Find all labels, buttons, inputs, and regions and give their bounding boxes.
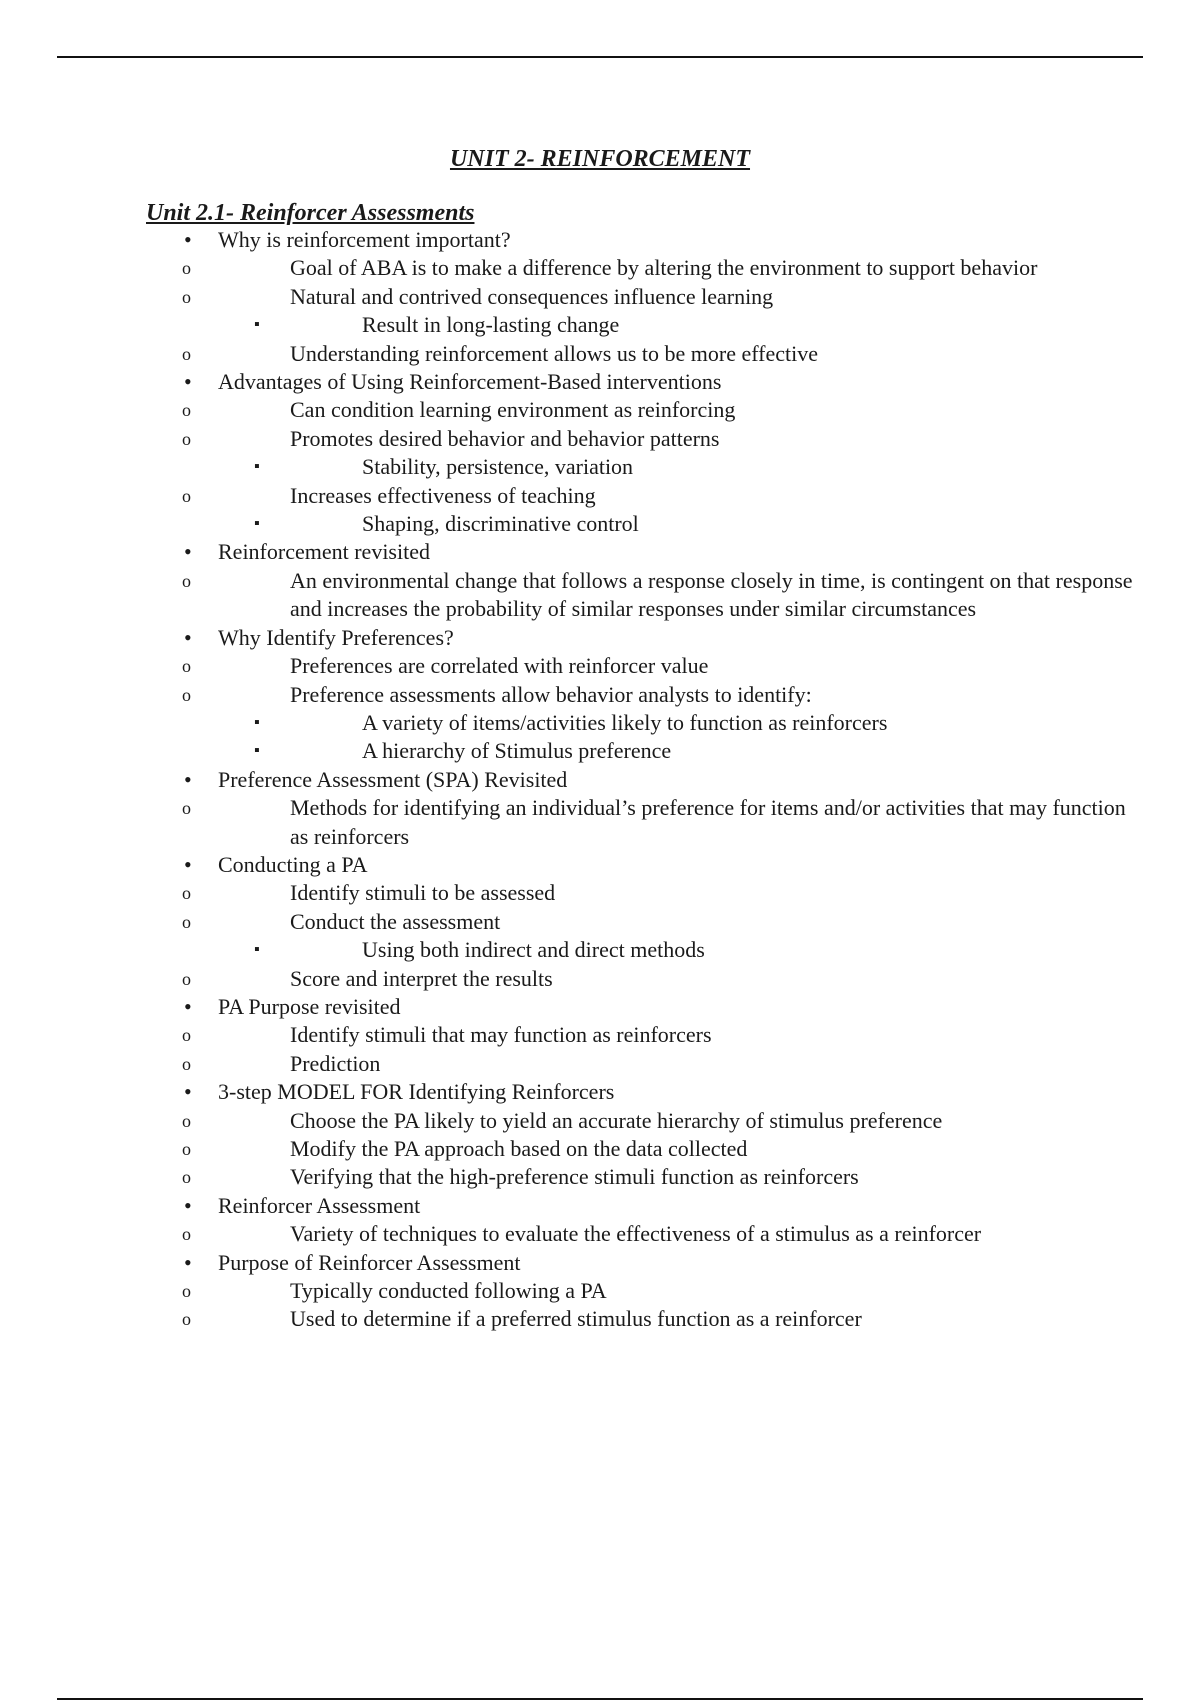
top-rule [57,56,1143,58]
list-item-text: Advantages of Using Reinforcement-Based interventions [218,369,722,395]
bullet-circle-icon: o [182,428,191,449]
bullet-circle-icon: o [182,1281,191,1302]
sub-list-item [182,254,1146,282]
outline-list [146,226,1146,1334]
bullet-disc-icon: • [184,993,192,1019]
list-item [146,993,1146,1078]
bullet-circle-icon: o [182,1053,191,1074]
list-item-text: Stability, persistence, variation [362,454,634,480]
bullet-disc-icon: • [184,369,192,395]
bullet-circle-icon: o [182,656,191,677]
list-item-text: Preferences are correlated with reinforcer value [290,653,709,679]
sub-list [182,1277,1146,1334]
list-item [146,1192,1146,1249]
list-item-text: An environmental change that follows a response closely in time, is contingent on that response and increases the probability of similar responses under similar circumstances [290,567,1133,622]
list-item-text: Identify stimuli to be assessed [290,880,556,906]
bullet-square-icon: ▪ [254,515,260,533]
sub-list-item [182,1163,1146,1191]
bullet-circle-icon: o [182,1110,191,1131]
list-item-text: PA Purpose revisited [218,993,401,1019]
bullet-circle-icon: o [182,258,191,279]
list-item [146,368,1146,538]
bullet-square-icon: ▪ [254,316,260,334]
sub-list-item [182,340,1146,368]
sub-list [182,879,1146,993]
sub-list [182,1021,1146,1078]
sub-list-item [182,425,1146,482]
list-item-text: Understanding reinforcement allows us to be more effective [290,340,819,366]
list-item-text: Used to determine if a preferred stimulus function as a reinforcer [290,1306,862,1332]
list-item-text: Preference assessments allow behavior analysts to identify: [290,681,812,707]
list-item-text: Score and interpret the results [290,965,553,991]
list-item [146,766,1146,851]
sub-list-item [182,1220,1146,1248]
sub-list-item [182,1305,1146,1333]
sub-list-item [182,482,1146,539]
bullet-circle-icon: o [182,1224,191,1245]
list-item-text: Using both indirect and direct methods [362,937,705,963]
list-item-text: 3-step MODEL FOR Identifying Reinforcers [218,1079,615,1105]
list-item [146,538,1146,623]
sub-list-item [182,908,1146,965]
list-item-text: Variety of techniques to evaluate the effectiveness of a stimulus as a reinforcer [290,1221,982,1247]
bullet-disc-icon: • [184,227,192,252]
list-item-text: Promotes desired behavior and behavior patterns [290,425,720,451]
bullet-disc-icon: • [184,851,192,877]
list-item [146,624,1146,766]
sub-sub-list [254,453,1146,481]
bullet-disc-icon: • [184,1249,192,1275]
sub-list-item [182,1135,1146,1163]
list-item-text: Conduct the assessment [290,908,501,934]
sub-sub-list-item [254,737,1146,765]
bullet-disc-icon: • [184,766,192,792]
list-item-text: Why Identify Preferences? [218,624,454,650]
list-item-text: Can condition learning environment as reinforcing [290,397,736,423]
bullet-circle-icon: o [182,684,191,705]
document-title: UNIT 2- REINFORCEMENT [449,146,751,172]
list-item [146,226,1146,368]
list-item-text: Why is reinforcement important? [218,227,511,252]
sub-sub-list [254,936,1146,964]
list-item-text: A variety of items/activities likely to function as reinforcers [362,709,888,735]
list-item-text: Prediction [290,1050,381,1076]
bullet-circle-icon: o [182,400,191,421]
list-item-text: Choose the PA likely to yield an accurate hierarchy of stimulus preference [290,1107,943,1133]
list-item-text: Shaping, discriminative control [362,511,639,537]
sub-list-item [182,1107,1146,1135]
list-item-text: Purpose of Reinforcer Assessment [218,1249,521,1275]
sub-list [182,652,1146,766]
bullet-disc-icon: • [184,624,192,650]
sub-list-item [182,794,1146,851]
sub-list [182,1220,1146,1248]
sub-sub-list-item [254,936,1146,964]
bullet-disc-icon: • [184,539,192,565]
sub-list-item [182,652,1146,680]
sub-list-item [182,879,1146,907]
sub-sub-list [254,709,1146,766]
bullet-disc-icon: • [184,1079,192,1105]
sub-list-item [182,567,1146,624]
sub-list-item [182,283,1146,340]
sub-sub-list-item [254,510,1146,538]
bullet-circle-icon: o [182,968,191,989]
bullet-disc-icon: • [184,1192,192,1218]
list-item-text: Result in long-lasting change [362,312,620,338]
sub-list [182,794,1146,851]
list-item-text: Modify the PA approach based on the data collected [290,1136,748,1161]
bullet-circle-icon: o [182,883,191,904]
sub-list [182,1107,1146,1192]
sub-list-item [182,1277,1146,1305]
list-item-text: Typically conducted following a PA [290,1278,607,1304]
sub-list-item [182,681,1146,766]
list-item [146,1249,1146,1334]
list-item-text: Methods for identifying an individual’s preference for items and/or activities that may function as reinforcers [290,795,1126,849]
list-item-text: A hierarchy of Stimulus preference [362,738,672,764]
list-item-text: Natural and contrived consequences influence learning [290,283,774,309]
list-item [146,1078,1146,1192]
sub-list-item [182,1050,1146,1078]
bullet-circle-icon: o [182,1309,191,1330]
sub-sub-list-item [254,311,1146,339]
list-item [146,851,1146,993]
section-heading: Unit 2.1- Reinforcer Assessments [146,200,475,226]
bullet-circle-icon: o [182,1167,191,1188]
sub-list [182,396,1146,538]
bullet-circle-icon: o [182,570,191,591]
list-item-text: Conducting a PA [218,851,368,877]
bullet-square-icon: ▪ [254,713,260,731]
list-item-text: Preference Assessment (SPA) Revisited [218,766,568,792]
bullet-circle-icon: o [182,911,191,932]
sub-list-item [182,965,1146,993]
sub-list-item [182,396,1146,424]
section-reinforcer-assessments [146,198,1146,1334]
sub-sub-list-item [254,709,1146,737]
list-item-text: Increases effectiveness of teaching [290,482,596,508]
bullet-square-icon: ▪ [254,458,260,476]
list-item-text: Verifying that the high-preference stimuli function as reinforcers [290,1164,859,1190]
sub-sub-list [254,510,1146,538]
bullet-square-icon: ▪ [254,742,260,760]
bullet-circle-icon: o [182,485,191,506]
bullet-circle-icon: o [182,798,191,819]
list-item-text: Identify stimuli that may function as reinforcers [290,1022,712,1048]
sub-sub-list [254,311,1146,339]
sub-list-item [182,1021,1146,1049]
sub-list [182,254,1146,368]
bullet-circle-icon: o [182,286,191,307]
bullet-square-icon: ▪ [254,941,260,959]
bullet-circle-icon: o [182,1139,191,1159]
bullet-circle-icon: o [182,1025,191,1046]
list-item-text: Goal of ABA is to make a difference by altering the environment to support behavior [290,255,1038,281]
list-item-text: Reinforcement revisited [218,539,430,565]
list-item-text: Reinforcer Assessment [218,1192,421,1218]
sub-sub-list-item [254,453,1146,481]
sub-list [182,567,1146,624]
bullet-circle-icon: o [182,343,191,364]
